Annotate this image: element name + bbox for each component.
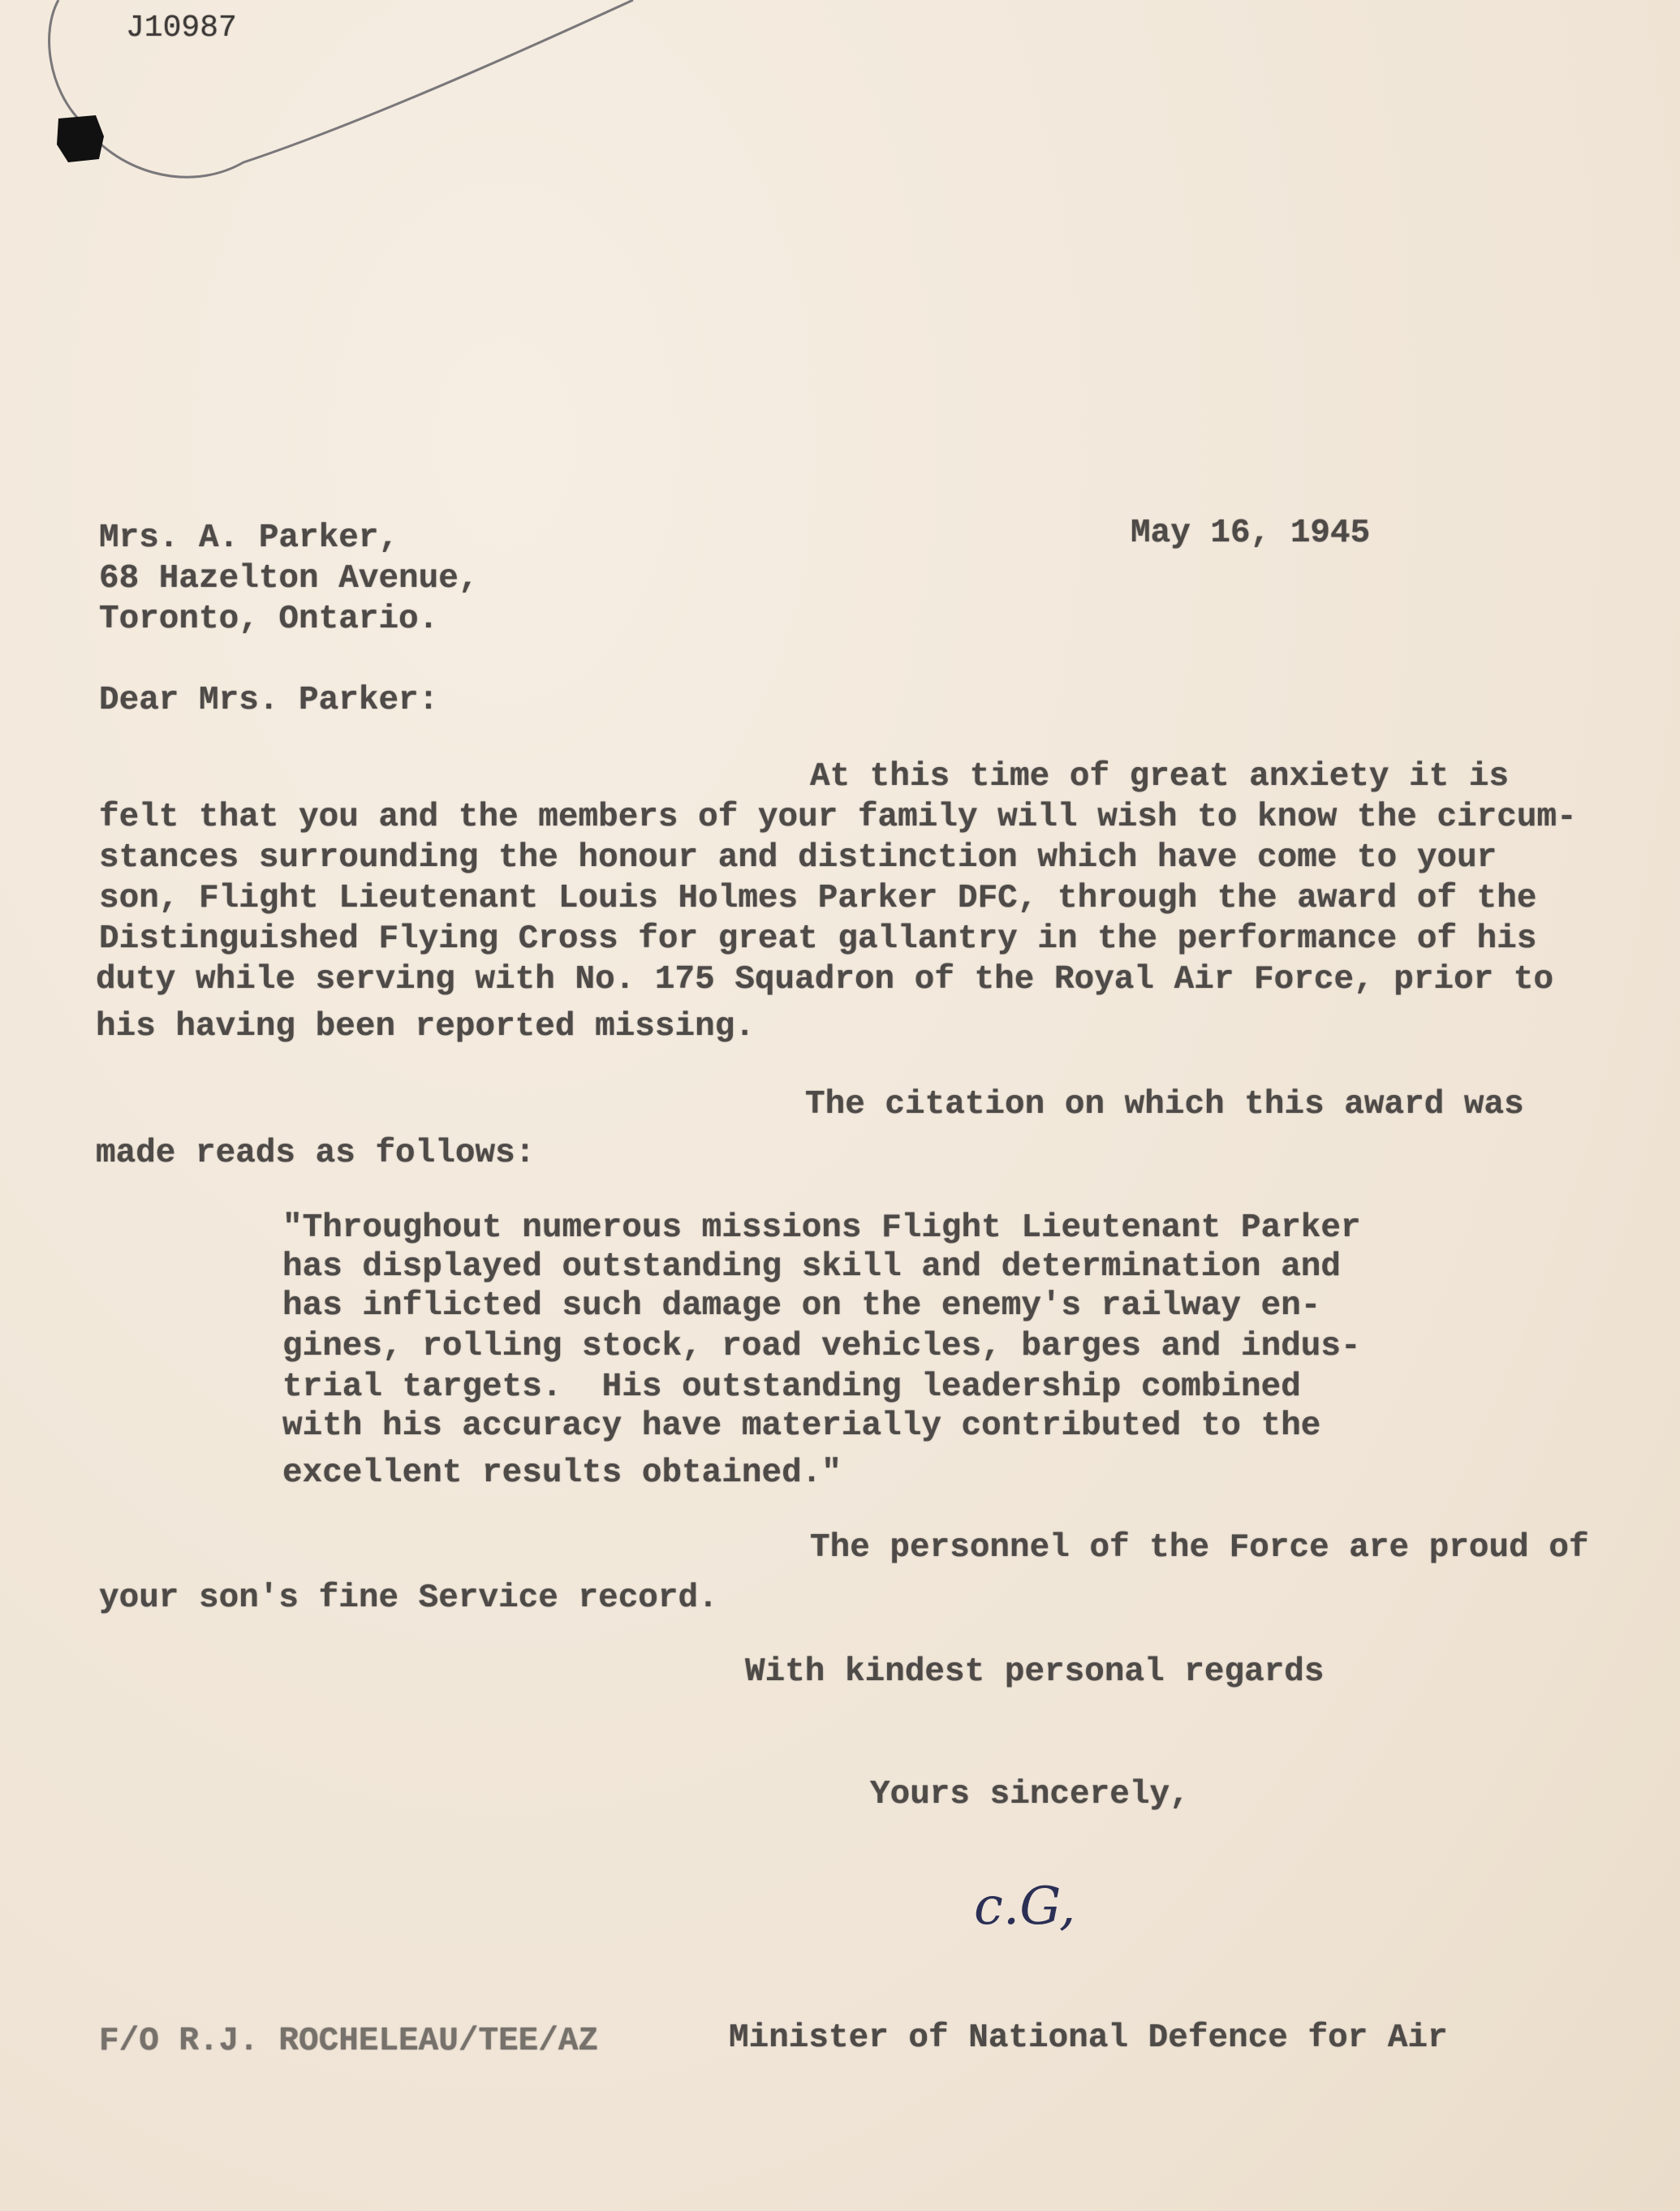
text-line: made reads as follows: — [96, 1135, 536, 1172]
signatory-title: Minister of National Defence for Air — [729, 2019, 1448, 2057]
text-line: your son's fine Service record. — [99, 1580, 718, 1617]
punch-hole — [57, 115, 104, 162]
text-line: has inflicted such damage on the enemy's railway en- — [282, 1287, 1321, 1325]
text-line: gines, rolling stock, road vehicles, barges and indus- — [282, 1328, 1361, 1365]
address-line: 68 Hazelton Avenue, — [99, 560, 479, 597]
text-line: duty while serving with No. 175 Squadron of the Royal Air Force, prior to — [96, 961, 1554, 998]
text-line: The personnel of the Force are proud of — [810, 1529, 1589, 1567]
address-line: Toronto, Ontario. — [99, 601, 439, 638]
text-line: his having been reported missing. — [96, 1008, 755, 1045]
file-reference: J10987 — [126, 11, 237, 45]
salutation: Dear Mrs. Parker: — [99, 682, 439, 719]
address-line: Mrs. A. Parker, — [99, 519, 399, 557]
text-line: At this time of great anxiety it is — [810, 758, 1510, 795]
text-line: "Throughout numerous missions Flight Lieutenant Parker — [282, 1209, 1361, 1247]
letter-date: May 16, 1945 — [1131, 515, 1371, 552]
text-line: with his accuracy have materially contributed to the — [282, 1407, 1321, 1445]
text-line: trial targets. His outstanding leadership combined — [282, 1368, 1301, 1406]
text-line: Distinguished Flying Cross for great gallantry in the performance of his — [99, 920, 1537, 958]
text-line: son, Flight Lieutenant Louis Holmes Parker DFC, through the award of the — [99, 880, 1537, 917]
typist-reference: F/O R.J. ROCHELEAU/TEE/AZ — [99, 2023, 599, 2060]
text-line: has displayed outstanding skill and determination and — [282, 1248, 1342, 1286]
text-line: stances surrounding the honour and distinction which have come to your — [99, 839, 1497, 877]
text-line: The citation on which this award was — [805, 1086, 1524, 1123]
closing-line: Yours sincerely, — [870, 1776, 1190, 1813]
regards-line: With kindest personal regards — [745, 1653, 1325, 1691]
text-line: excellent results obtained." — [282, 1455, 842, 1492]
text-line: felt that you and the members of your family will wish to know the circum- — [99, 799, 1577, 836]
signature: c.G, — [974, 1877, 1076, 1937]
